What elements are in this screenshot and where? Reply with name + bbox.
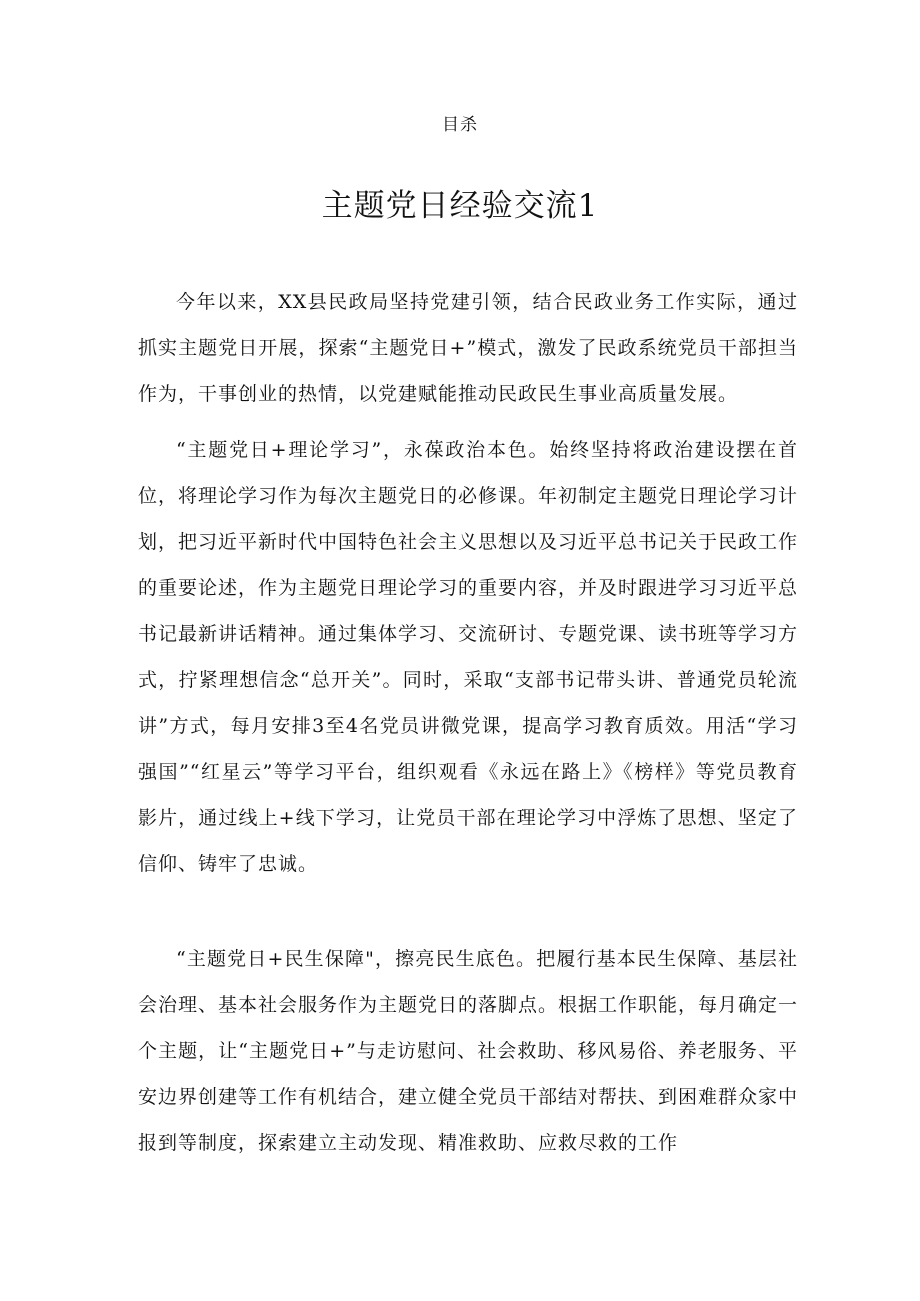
paragraph-theory-study: “主题党日+理论学习”，永葆政治本色。始终坚持将政治建设摆在首位，将理论学习作为每次主题党日的必修课。年初制定主题党日理论学习计划，把习近平新时代中国特色社会主义思想以及习近平总书记关于民政工作的重要论述，作为主题党日理论学习的重要内容，并及时跟进学习习近平总书记最新讲话精神。通过集体学习、交流研讨、专题党课、读书班等学习方式，拧紧理想信念“总开关”。同时，采取“支部书记带头讲、普通党员轮流讲”方式，每月安排3至4名党员讲微党课，提高学习教育质效。用活“学习强国”“红星云”等学习平台，组织观看《永远在路上》《榜样》等党员教育影片，通过线上+线下学习，让党员干部在理论学习中浮炼了思想、坚定了信仰、铸牢了忠诚。 [138,439,799,875]
document-title: 主题党日经验交流1 [321,188,599,224]
paragraph-intro: 今年以来，XX县民政局坚持党建引领，结合民政业务工作实际，通过抓实主题党日开展，探索“主题党日+”模式，激发了民政系统党员干部担当作为，干事创业的热情，以党建赋能推动民政民生事业高质量发展。 [138,291,798,405]
toc-label: 目杀 [442,115,478,135]
paragraph-livelihood: “主题党日+民生保障"，擦亮民生底色。把履行基本民生保障、基层社会治理、基本社会服务作为主题党日的落脚点。根据工作职能，每月确定一个主题，让“主题党日+”与走访慰问、社会救助、移风易俗、养老服务、平安边界创建等工作有机结合，建立健全党员干部结对帮扶、到困难群众家中报到等制度，探索建立主动发现、精准救助、应救尽救的工作 [138,948,799,1154]
